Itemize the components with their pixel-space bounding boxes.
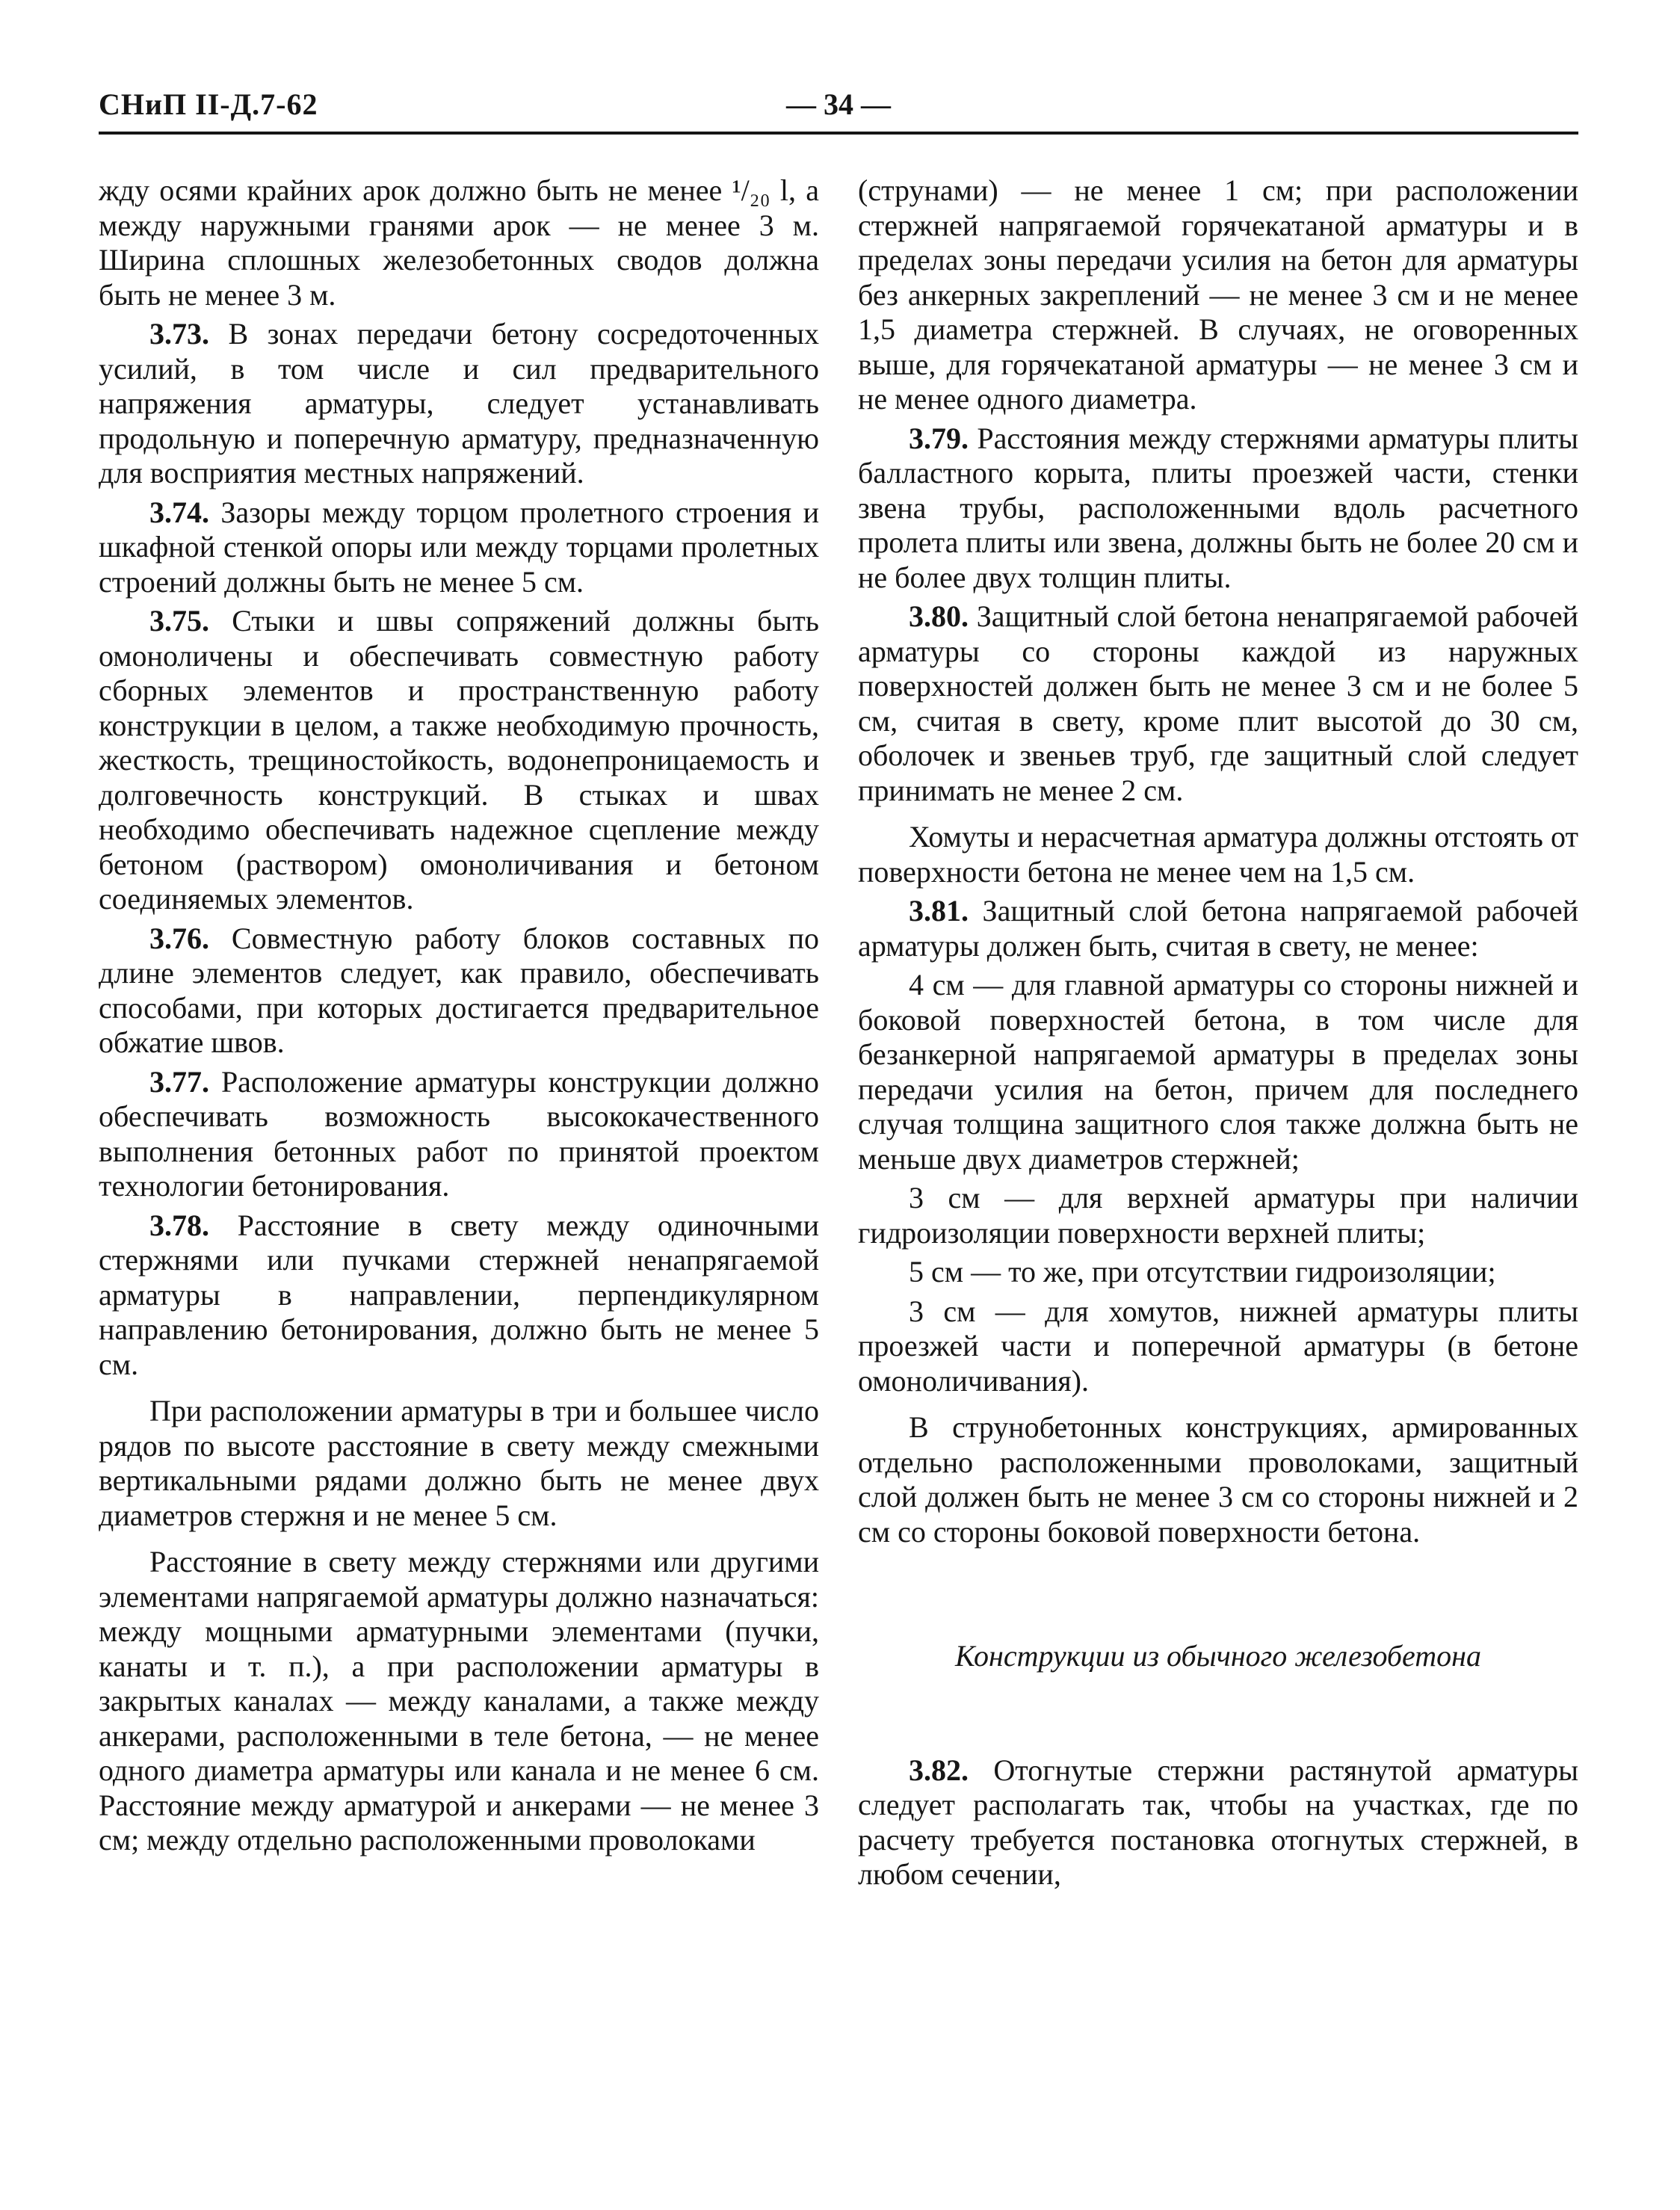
clause-number: 3.78. (149, 1208, 209, 1242)
list-item-3cm-stirrups: 3 см — для хомутов, нижней арматуры плиты проезжей части и поперечной арматуры (в бетоне омоноличивания). (858, 1294, 1578, 1398)
paragraph-prestressed: Расстояние в свету между стержнями или другими элементами напрягаемой арматуры должно назначаться: между мощными арматурными элементами (пучки, канаты и т. п.), а при расположении арматуры в закрытых каналах — между каналами, а также между анкерами, расположенными в теле бетона, — не менее одного диаметра арматуры или канала и не менее 6 см. Расстояние между арматурой и анкерами — не менее 3 см; между отдельно расположенными проволоками (99, 1545, 819, 1856)
clause-text: Защитный слой бетона напрягаемой рабочей арматуры должен быть, считая в свету, не менее: (858, 894, 1579, 963)
document-code: СНиП II-Д.7-62 (99, 87, 318, 121)
clause-text: Совместную работу блоков составных по длине элементов следует, как правило, обеспечивать способами, при которых достигается предварительное обжатие швов. (99, 921, 820, 1059)
clause-3-79 (858, 422, 1578, 596)
text-columns (99, 173, 1578, 1897)
paragraph-string-concrete: В струнобетонных конструкциях, армированных отдельно расположенными проволоками, защитный слой должен быть не менее 3 см со стороны нижней и 2 см со стороны боковой поверхности бетона. (858, 1410, 1578, 1549)
clause-3-73 (99, 317, 819, 491)
paragraph-rows: При расположении арматуры в три и большее число рядов по высоте расстояние в свету между смежными вертикальными рядами должно быть не менее двух диаметров стержня и не менее 5 см. (99, 1394, 819, 1532)
list-item-4cm: 4 см — для главной арматуры со стороны нижней и боковой поверхностей бетона, в том числе для безанкерной напрягаемой арматуры в пределах зоны передачи усилия на бетон, причем для последнего случая толщина защитного слоя также должна быть не меньше двух диаметров стержней; (858, 968, 1578, 1176)
clause-number: 3.79. (909, 421, 969, 455)
clause-3-80 (858, 599, 1578, 808)
list-item-3cm-top: 3 см — для верхней арматуры при наличии гидроизоляции поверхности верхней плиты; (858, 1181, 1578, 1250)
clause-text: Стыки и швы сопряжений должны быть омоноличены и обеспечивать совместную работу сборных элементов и пространственную работу конструкции в целом, а также необходимую прочность, жесткость, трещиностойкость, водонепроницаемость и долговечность конструкций. В стыках и швах необходимо обеспечивать надежное сцепление между бетоном (раствором) омоноличивания и бетоном соединяемых элементов. (99, 604, 820, 916)
clause-number: 3.77. (149, 1064, 209, 1099)
clause-3-74 (99, 496, 819, 600)
paragraph-continuation: (струнами) — не менее 1 см; при расположении стержней напрягаемой горячекатаной арматуры и в пределах зоны передачи усилия на бетон для арматуры без анкерных закреплений — не менее 3 см и не менее 1,5 диаметра стержней. В случаях, не оговоренных выше, для горячекатаной арматуры — не менее 3 см и не менее одного диаметра. (858, 173, 1578, 416)
section-heading: Конструкции из обычного железобетона (954, 1639, 1481, 1673)
clause-text: Зазоры между торцом пролетного строения и шкафной стенкой опоры или между торцами пролетных строений должны быть не менее 5 см. (99, 495, 820, 599)
clause-3-78 (99, 1209, 819, 1383)
page-number: — 34 — (786, 87, 891, 121)
clause-text: Расположение арматуры конструкции должно обеспечивать возможность высококачественного выполнения бетонных работ по принятой проектом технологии бетонирования. (99, 1064, 819, 1203)
paragraph-stirrups: Хомуты и нерасчетная арматура должны отстоять от поверхности бетона не менее чем на 1,5 см. (858, 820, 1578, 889)
clause-text: Расстояния между стержнями арматуры плиты балластного корыта, плиты проезжей части, стенки звена трубы, расположенными вдоль расчетного пролета плиты или звена, должны быть не более 20 см и не более двух толщин плиты. (858, 421, 1579, 594)
clause-text: Защитный слой бетона ненапрягаемой рабочей арматуры со стороны каждой из наружных поверхностей должен быть не менее 3 см и не более 5 см, считая в свету, кроме плит высотой до 30 см, оболочек и звеньев труб, где защитный слой следует принимать не менее 2 см. (858, 599, 1578, 807)
clause-3-81 (858, 894, 1578, 963)
clause-3-75 (99, 604, 819, 917)
clause-number: 3.82. (909, 1753, 969, 1787)
clause-number: 3.73. (149, 317, 209, 351)
left-column (99, 173, 819, 1897)
clause-number: 3.75. (149, 604, 209, 638)
clause-text: Отогнутые стержни растянутой арматуры следует располагать так, чтобы на участках, где по расчету требуется постановка отогнутых стержней, в любом сечении, (858, 1753, 1578, 1891)
header-rule (99, 132, 1578, 135)
clause-3-82 (858, 1753, 1578, 1892)
clause-number: 3.81. (909, 894, 969, 927)
clause-number: 3.76. (149, 921, 209, 955)
paragraph-continuation: жду осями крайних арок должно быть не менее ¹/₂₀ l, а между наружными гранями арок — не менее 3 м. Ширина сплошных железобетонных сводов должна быть не менее 3 м. (99, 173, 819, 312)
right-column (858, 173, 1578, 1897)
list-item-5cm: 5 см — то же, при отсутствии гидроизоляции; (909, 1255, 1496, 1288)
clause-3-77 (99, 1065, 819, 1204)
clause-3-76 (99, 922, 819, 1061)
clause-number: 3.80. (909, 599, 969, 633)
page-header (99, 84, 1578, 132)
clause-number: 3.74. (149, 495, 209, 529)
clause-text: Расстояние в свету между одиночными стержнями или пучками стержней ненапрягаемой арматуры в направлении, перпендикулярном направлению бетонирования, должно быть не менее 5 см. (99, 1208, 820, 1381)
clause-text: В зонах передачи бетону сосредоточенных усилий, в том числе и сил предварительного напряжения арматуры, следует устанавливать продольную и поперечную арматуру, предназначенную для восприятия местных напряжений. (99, 317, 820, 490)
